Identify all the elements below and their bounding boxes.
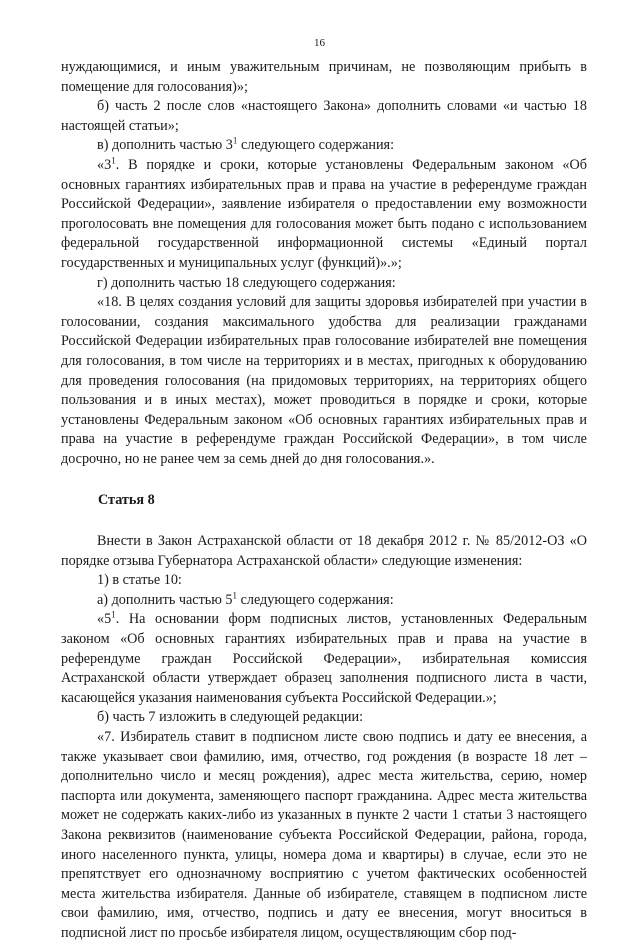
text-run: «3 <box>97 156 112 173</box>
paragraph-item-v-text <box>61 156 587 274</box>
paragraph-item-a-text <box>61 610 587 708</box>
paragraph-item-b-text: «7. Избиратель ставит в подписном листе свою подпись и дату ее внесения, а также указывает свои фамилию, имя, отчество, год рождения (в возрасте 18 лет – дополнительно число и месяц рождения), адрес места жительства, серию, номер паспорта или документа, заменяющего паспорт гражданина. Адрес места жительства может не содержать каких-либо из указанных в пункте 2 части 1 статьи 3 настоящего Закона реквизитов (наименование субъекта Российской Федерации, района, города, иного населенного пункта, улицы, номера дома и квартиры) в случае, если это не препятствует его однозначному восприятию с учетом фактических особенностей места жительства избирателя. Данные об избирателе, ставящем в подписном листе свои фамилию, имя, отчество, подпись и дату ее внесения, могут вноситься в подписной лист по просьбе избирателя лицом, осуществляющим сбор под- <box>61 729 587 941</box>
paragraph-item-1: 1) в статье 10: <box>97 572 182 589</box>
superscript: 1 <box>232 135 238 146</box>
paragraph-item-b: б) часть 7 изложить в следующей редакции: <box>97 709 364 726</box>
text-run: в) дополнить частью 3 <box>97 137 233 154</box>
text-run: следующего содержания: <box>237 137 395 154</box>
paragraph-item-a <box>61 591 587 611</box>
text-run: следующего содержания: <box>237 591 394 608</box>
article-heading: Статья 8 <box>98 492 155 509</box>
superscript: 1 <box>111 609 116 620</box>
paragraph-item-b-part2: б) часть 2 после слов «настоящего Закона» дополнить словами «и частью 18 настоящей статьи»; <box>61 98 587 134</box>
paragraph-item-g: г) дополнить частью 18 следующего содержания: <box>97 274 396 291</box>
document-body <box>61 58 587 944</box>
superscript: 1 <box>111 155 116 166</box>
paragraph-continuation: нуждающимися, и иным уважительным причинам, не позволяющим прибыть в помещение для голосования)»; <box>61 59 587 95</box>
text-run: . На основании форм подписных листов, установленных Федеральным законом «Об основных гарантиях избирательных прав и права на участие в референдуме граждан Российской Федерации», избирательная комиссия Астраханской области утверждает образец заполнения подписного листа в части, касающейся указания наименования субъекта Российской Федерации.»; <box>61 611 587 706</box>
text-run: . В порядке и сроки, которые установлены Федеральным законом «Об основных гарантиях избирательных прав и права на участие в референдуме граждан Российской Федерации», заявление избирателя о предоставлении ему возможности проголосовать вне помещения для голосования может быть подано с использованием федеральной государственной информационной системы «Единый портал государственных и муниципальных услуг (функций)».»; <box>61 156 587 271</box>
page-number: 16 <box>314 37 325 49</box>
paragraph-item-v <box>61 136 587 156</box>
superscript: 1 <box>232 590 238 601</box>
text-run: а) дополнить частью 5 <box>97 591 233 608</box>
text-run: «5 <box>97 611 112 628</box>
paragraph-item-g-text: «18. В целях создания условий для защиты здоровья избирателей при участии в голосовании, создания максимального удобства для реализации гражданами Российской Федерации избирательных прав голосование избирателей вне помещения для голосования, в том числе на территориях и в местах, пригодных к оборудованию для проведения голосования (на придомовых территориях, на территориях общего пользования и в иных местах), может проводиться в порядке и сроки, которые установлены Федеральным законом «Об основных гарантиях избирательных прав и права на участие в референдуме граждан Российской Федерации», в том числе досрочно, но не ранее чем за семь дней до дня голосования.». <box>61 294 587 467</box>
paragraph-article-intro: Внести в Закон Астраханской области от 18 декабря 2012 г. № 85/2012-ОЗ «О порядке отзыва Губернатора Астраханской области» следующие изменения: <box>61 533 587 569</box>
